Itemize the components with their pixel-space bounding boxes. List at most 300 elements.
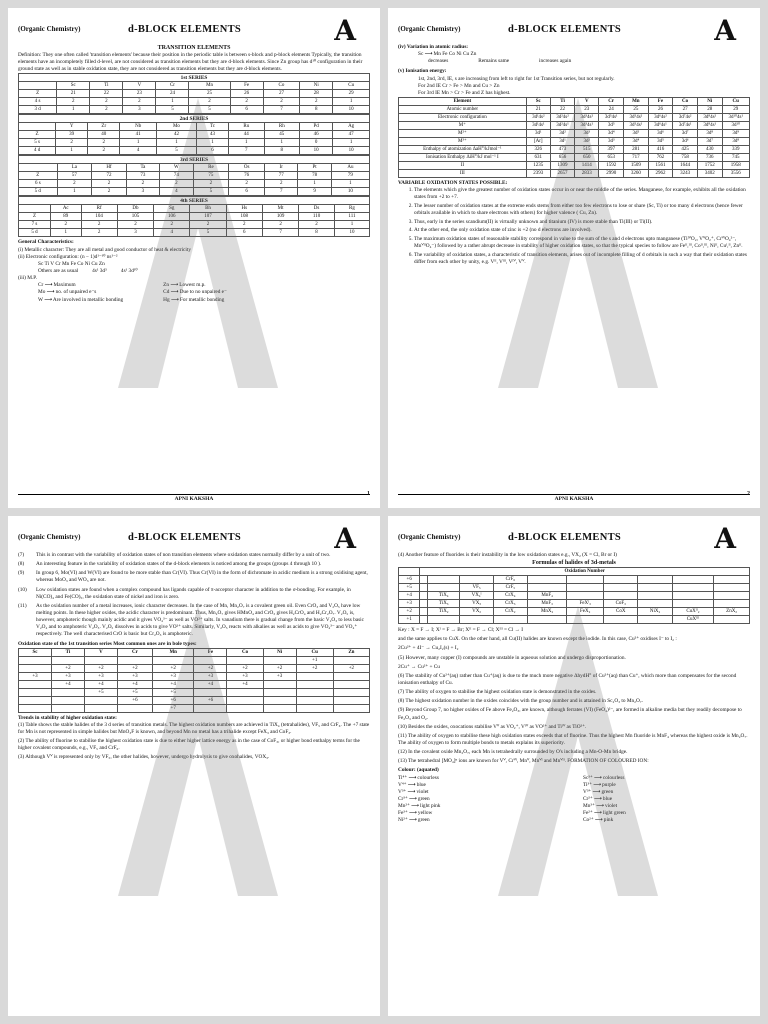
table-cell xyxy=(333,680,369,688)
table-header-cell: Mn xyxy=(624,97,649,105)
table-cell xyxy=(527,576,566,584)
colour-left xyxy=(398,775,565,825)
config-usual: Others are as usual xyxy=(38,267,79,274)
table-cell: 473 xyxy=(550,145,574,153)
colour-item: Ni²⁺ ⟶ green xyxy=(398,817,430,824)
table-cell xyxy=(84,656,117,664)
table-cell: +2 xyxy=(152,664,194,672)
item-number: (8) xyxy=(18,561,25,568)
table-cell: 3d⁵ xyxy=(648,137,673,145)
table-cell: 2 xyxy=(92,188,127,196)
table-cell xyxy=(420,584,428,592)
table-cell: II xyxy=(399,161,527,169)
table-header-cell: Co xyxy=(673,97,698,105)
table-cell: Y xyxy=(56,123,88,131)
item-text: Low oxidation states are found when a complex compound has ligands capable of π-acceptor character in addition to the σ-bonding. For example, in Ni(CO)₄ and Fe(CO)₅, the oxidation state of nickel and iron is zero. xyxy=(36,586,351,600)
table-cell: +3 xyxy=(194,672,227,680)
table-cell: 5 xyxy=(156,106,189,114)
table-cell: 3 xyxy=(126,188,159,196)
table-cell: 1414 xyxy=(575,161,599,169)
series-table xyxy=(18,196,370,237)
table-cell: Ni xyxy=(300,82,333,90)
item-number: (10) xyxy=(18,586,27,593)
table-cell: 1561 xyxy=(648,161,673,169)
table-cell: 3d⁵4s² xyxy=(624,113,649,121)
table-cell: 10 xyxy=(331,188,369,196)
list-item: and the same applies to CuX. On the other hand, all Cu(II) halides are known except the iodide. In this case, Cu²⁺ oxidises I⁻ to I₂ : xyxy=(398,636,677,643)
table-cell: 4 s xyxy=(19,98,57,106)
table-cell xyxy=(263,696,296,704)
table-cell: 2 xyxy=(92,180,127,188)
table-cell: 29 xyxy=(722,105,750,113)
table-cell: 6 xyxy=(196,147,228,155)
item-text: This is in contrast with the variability of oxidation states of non transition elements where oxidation states normally differ by a unit of two. xyxy=(36,552,331,558)
table-cell: 1958 xyxy=(722,161,750,169)
table-cell xyxy=(296,704,333,712)
table-row xyxy=(19,688,370,696)
table-cell: 1 xyxy=(50,229,81,237)
list-item: 3. Thus, early in the series scandium(II) is virtually unknown and titanium (IV) is more stable than Ti(III) or Ti(II). xyxy=(414,219,750,226)
table-cell xyxy=(227,656,263,664)
table-cell: 7 xyxy=(262,229,298,237)
table-cell: 745 xyxy=(722,153,750,161)
table-cell: FeXᴵ₃ xyxy=(567,600,604,608)
table-cell: 2990 xyxy=(599,169,624,177)
definition-text: Definition: They one often called 'transition elements' because their position in the periodic table is between s-block and p-block elements Typically, the transition elements have an incompletely filled d-level, are not considered as transition elements but they are d-block elements. Since Zn group has d¹⁰ configuration in their ground state as well as in stable oxidation state, they are not considered as transition elements but they are d-block elements. xyxy=(18,52,363,73)
table-cell: +6 xyxy=(399,576,420,584)
table-cell: +4 xyxy=(227,680,263,688)
table-row xyxy=(399,608,750,616)
table-cell: 2 xyxy=(57,98,90,106)
table-cell: CuXᴵᴵ₂ xyxy=(672,608,714,616)
table-cell: 3402 xyxy=(697,169,722,177)
table-cell: 2962 xyxy=(648,169,673,177)
table-header-cell: V xyxy=(84,648,117,656)
table-cell xyxy=(19,205,51,213)
table-cell: CrX₂ xyxy=(493,608,527,616)
table-cell xyxy=(263,704,296,712)
table-cell: 3d⁵4s¹ xyxy=(599,113,624,121)
table-cell: 1592 xyxy=(599,161,624,169)
item-text: An interesting feature in the variability of oxidation states of the d-block elements is noticed among the groups (groups 4 through 10 ). xyxy=(36,561,322,568)
table-cell: 3d⁷4s¹ xyxy=(673,121,698,129)
table-row xyxy=(399,576,750,584)
series-title-row xyxy=(19,74,370,82)
table-cell: 28 xyxy=(300,90,333,98)
table-cell xyxy=(567,592,604,600)
table-cell: 3d⁸4s² xyxy=(697,113,722,121)
item-number: (7) xyxy=(18,552,25,558)
table-cell: 21 xyxy=(526,105,550,113)
colour-lists xyxy=(398,775,750,825)
page-title: d-BLOCK ELEMENTS xyxy=(128,23,242,35)
table-cell: 26 xyxy=(230,90,263,98)
table-row xyxy=(399,97,750,105)
table-cell: Z xyxy=(19,213,51,221)
table-cell: 3d⁵ xyxy=(624,129,649,137)
table-cell: Nb xyxy=(120,123,157,131)
series-title: 2nd SERIES xyxy=(19,115,370,123)
table-row xyxy=(399,153,750,161)
table-cell: 2657 xyxy=(550,169,574,177)
table-cell xyxy=(333,696,369,704)
table-cell: La xyxy=(57,164,92,172)
table-cell: 3d⁶ xyxy=(648,129,673,137)
table-cell: 3d⁷ xyxy=(697,137,722,145)
table-cell: 7 xyxy=(229,147,265,155)
table-cell: 3 xyxy=(123,106,156,114)
table-cell xyxy=(638,592,672,600)
table-cell: 3 xyxy=(117,229,153,237)
table-row xyxy=(399,592,750,600)
table-cell: Hf xyxy=(92,164,127,172)
item-text: In group 6, Mo(VI) and W(VI) are found to be more stable than Cr(VI). Thus Cr(VI) in the form of dichromate in acidic medium is a strong oxidising agent, whereas MoO₃ and WO₃ are not. xyxy=(36,570,368,584)
table-row xyxy=(399,113,750,121)
table-cell: +5 xyxy=(152,688,194,696)
oxidation-state-table xyxy=(18,648,370,713)
table-cell: Cr xyxy=(156,82,189,90)
list-item: 1. The elements which give the greatest number of oxidation states occur in or near the middle of the series. Manganese, for example, exhibits all the oxidation states from +2 to +7. xyxy=(414,187,750,201)
metallic-character: (i) Metallic character: They are all metal and good conductor of heat & electricity xyxy=(18,246,192,253)
table-cell xyxy=(333,704,369,712)
table-cell: Ru xyxy=(229,123,265,131)
table-cell xyxy=(51,704,84,712)
ie-line: For 3rd IE Mn > Cr > Fe and Z has highest. xyxy=(418,89,511,96)
table-cell: M⁺ xyxy=(399,121,527,129)
table-cell: 28 xyxy=(697,105,722,113)
table-cell: +3 xyxy=(84,672,117,680)
table-cell: VX₄ᴵ xyxy=(460,592,493,600)
table-cell: 24 xyxy=(599,105,624,113)
config-cu: 4s¹ 3d¹⁰ xyxy=(120,267,138,274)
table-cell: 3d²4s² xyxy=(550,113,574,121)
table-cell xyxy=(399,568,420,576)
table-cell xyxy=(117,704,152,712)
table-cell xyxy=(51,656,84,664)
trend-heading: Trends in stability of higher oxidation state: xyxy=(18,714,117,721)
table-cell: Rh xyxy=(264,123,300,131)
table-cell xyxy=(117,656,152,664)
table-cell xyxy=(672,592,714,600)
table-cell: +2 xyxy=(117,664,152,672)
list-item: (6) The stability of Cu²⁺(aq) rather than Cu⁺(aq) is due to the much more negative ΔhydH° of Cu²⁺(aq) than Cu⁺, which more than compensates for the second ionisation enthalpy of Cu. xyxy=(398,672,737,686)
config-cr: 4s¹ 3d⁵ xyxy=(92,267,107,274)
table-row xyxy=(19,221,370,229)
list-item: 6. The variability of oxidation states, a characteristic of transition elements, arises out of incomplete filling of d orbitals in such a way that their oxidation states differ from each other by unity, e.g. Vᴵᴵ, Vᴵᴵᴵ, Vᴵⱽ, Vⱽ. xyxy=(414,252,750,266)
table-cell xyxy=(227,688,263,696)
table-cell: Rg xyxy=(334,205,369,213)
table-cell xyxy=(19,696,52,704)
electronic-config: (ii) Electronic configuration: (n − 1)d¹⁻¹⁰ ns¹⁻² xyxy=(18,253,118,260)
table-cell: Ac xyxy=(50,205,81,213)
table-cell: 650 xyxy=(575,153,599,161)
table-cell: +2 xyxy=(263,664,296,672)
table-cell: 3d²4s¹ xyxy=(550,121,574,129)
subject-label: (Organic Chemistry) xyxy=(18,25,81,33)
table-cell: 3d³4s² xyxy=(575,113,599,121)
table-cell: [Ar] xyxy=(526,137,550,145)
table-cell: CuXᴵᴵᴵ xyxy=(672,616,714,624)
table-header-cell: Cr xyxy=(599,97,624,105)
table-cell: 3d¹ xyxy=(526,129,550,137)
table-cell: 1752 xyxy=(697,161,722,169)
table-cell: +2 xyxy=(296,664,333,672)
subject-label: (Organic Chemistry) xyxy=(398,533,461,541)
list-item: (9) Beyond Group 7, no higher oxides of Fe above Fe₂O₃, are known, although ferrates (VI) (FeO₄)²⁻, are formed in alkaline media but they readily decompose to Fe₂O₃ and O₂. xyxy=(398,707,742,721)
table-cell: 40 xyxy=(88,131,120,139)
table-cell: Ir xyxy=(265,164,298,172)
table-cell: Mn xyxy=(189,82,230,90)
table-cell: 2 xyxy=(300,98,333,106)
table-cell: +5 xyxy=(84,688,117,696)
table-cell: ZnX₂ xyxy=(714,608,750,616)
item-number: (9) xyxy=(18,570,25,577)
colour-item: Co²⁺ ⟶ pink xyxy=(583,817,614,824)
table-cell: 3d⁵ xyxy=(599,121,624,129)
colour-item: Cr³⁺ ⟶ green xyxy=(398,795,430,802)
table-cell: 3d³4s¹ xyxy=(575,121,599,129)
table-cell xyxy=(333,656,369,664)
table-cell: 3d¹4s² xyxy=(526,113,550,121)
table-cell: Z xyxy=(19,131,56,139)
table-row xyxy=(19,98,370,106)
table-cell: 6 xyxy=(229,188,265,196)
table-row xyxy=(399,568,750,576)
intro-text: (4) Another feature of fluorides is their instability in the low oxidation states e.g., VX₂ (X = Cl, Br or I) xyxy=(398,552,617,558)
table-cell: 23 xyxy=(123,90,156,98)
table-row xyxy=(399,145,750,153)
page-title: d-BLOCK ELEMENTS xyxy=(508,531,622,543)
table-cell: III xyxy=(399,169,527,177)
table-header-cell: Sc xyxy=(526,97,550,105)
table-cell xyxy=(493,616,527,624)
colour-item: V³⁺ ⟶ green xyxy=(583,788,614,795)
table-cell: 10 xyxy=(333,147,370,155)
table-cell: 3d⁴ xyxy=(599,129,624,137)
table-row xyxy=(19,229,370,237)
table-cell: 106 xyxy=(154,213,190,221)
colour-item: Ti³⁺ ⟶ purple xyxy=(583,781,616,788)
list-item: (5) However, many copper (I) compounds are unstable in aqueous solution and undergo disproportionation. xyxy=(398,654,626,661)
table-row xyxy=(19,90,370,98)
colour-item: Mn³⁺ ⟶ violet xyxy=(583,803,618,810)
table-cell xyxy=(296,680,333,688)
table-cell: Mt xyxy=(262,205,298,213)
table-cell: 1 xyxy=(333,98,370,106)
table-cell: 1 xyxy=(196,139,228,147)
table-cell: 3d⁸4s¹ xyxy=(697,121,722,129)
table-cell: 1235 xyxy=(526,161,550,169)
table-cell xyxy=(19,688,52,696)
table-cell: 27 xyxy=(263,90,300,98)
table-cell: +5 xyxy=(117,688,152,696)
page-1 xyxy=(8,8,380,508)
table-cell: +5 xyxy=(399,584,420,592)
table-cell: Sg xyxy=(154,205,190,213)
table-cell: Au xyxy=(331,164,369,172)
table-cell xyxy=(84,704,117,712)
table-cell: 107 xyxy=(190,213,226,221)
table-cell: +3 xyxy=(51,672,84,680)
table-cell: 416 xyxy=(648,145,673,153)
table-row xyxy=(19,123,370,131)
table-cell: 2 xyxy=(57,180,92,188)
table-row xyxy=(19,213,370,221)
table-cell: 3d⁸ xyxy=(722,137,750,145)
table-cell xyxy=(19,680,52,688)
table-cell xyxy=(420,600,428,608)
table-header-cell: Cr xyxy=(117,648,152,656)
table-cell: 1 xyxy=(56,147,88,155)
vos-heading: VARIABLE OXIDATION STATES POSSIBLE: xyxy=(398,179,508,186)
table-cell: 2 xyxy=(56,139,88,147)
list-item: 5. The maximum oxidation states of reasonable stability correspond in value to the sum of the s and d electrons upto manganese (TiᴵⱽO₂, VⱽO₂⁺, CrⱽᴵO₄²⁻, MnⱽᴵᴵO₄⁻) followed by a rather abrupt decrease in stability of higher oxidation states, so that the typical species to follow are Feᴵᴵ,ᴵᴵᴵ, Coᴵᴵ,ᴵᴵᴵ, Niᴵᴵ, Cuᴵ,ᴵᴵ, Znᴵᴵ. xyxy=(414,236,750,250)
table-cell: 5 d xyxy=(19,229,51,237)
table-cell xyxy=(194,688,227,696)
table-cell: +3 xyxy=(263,672,296,680)
table-cell: +4 xyxy=(51,680,84,688)
table-cell xyxy=(527,584,566,592)
table-cell: 6 xyxy=(226,229,262,237)
table-cell xyxy=(604,584,638,592)
table-cell: 3d⁶4s² xyxy=(648,113,673,121)
table-cell: 7 xyxy=(265,188,298,196)
table-cell xyxy=(567,616,604,624)
table-cell xyxy=(194,656,227,664)
table-cell xyxy=(263,656,296,664)
table-cell xyxy=(152,656,194,664)
table-cell xyxy=(296,696,333,704)
table-cell: 2 xyxy=(90,98,123,106)
table-cell: 762 xyxy=(648,153,673,161)
mp-heading: (iii) M.P. xyxy=(18,275,37,282)
table-cell xyxy=(567,584,604,592)
series-title-row xyxy=(19,156,370,164)
table-cell: 1309 xyxy=(550,161,574,169)
table-cell: 1509 xyxy=(624,161,649,169)
table-cell: 758 xyxy=(673,153,698,161)
mp-right: Zn ⟶ Lowest m.p. Cd ⟶ Due to no unpaired e⁻ Hg ⟶ For metallic bonding xyxy=(163,282,227,303)
table-cell: 2 xyxy=(160,180,193,188)
logo-icon: A xyxy=(334,522,356,555)
table-cell: 3260 xyxy=(624,169,649,177)
page-4 xyxy=(388,516,760,1016)
table-cell: 1 xyxy=(57,106,90,114)
table-cell: 4 xyxy=(160,188,193,196)
table-cell: M³⁺ xyxy=(399,137,527,145)
table-cell xyxy=(638,584,672,592)
subject-label: (Organic Chemistry) xyxy=(18,533,81,541)
colour-right xyxy=(583,775,750,825)
table-cell: Pt xyxy=(298,164,331,172)
page-3 xyxy=(8,516,380,1016)
table-cell xyxy=(19,82,57,90)
table-cell: 3d⁷ xyxy=(673,129,698,137)
table-cell: +4 xyxy=(84,680,117,688)
table-cell: 10 xyxy=(334,229,369,237)
table-row xyxy=(399,137,750,145)
list-item: 2Cu²⁺ + 4I⁻ → Cu₂I₂(s) + I₂ xyxy=(398,645,459,652)
list-item: 2. The lesser number of oxidation states at the extreme ends stems from either too few electrons to lose or share (Sc, Ti) or too many d electrons (hence fewer orbitals available in which to share electrons with others) for higher valence ( Cu, Zn). xyxy=(414,203,750,217)
table-cell: 29 xyxy=(333,90,370,98)
table-cell: 4 xyxy=(120,147,157,155)
radius-label: increases again xyxy=(539,58,572,65)
table-cell: FeX₂ xyxy=(567,608,604,616)
numbered-points xyxy=(18,552,370,639)
table-cell: +2 xyxy=(227,664,263,672)
table-cell: VX₃ xyxy=(460,600,493,608)
item-text: As the oxidation number of a metal increases, ionic character decreases. In the case of Mn, Mn₂O₇ is a covalent green oil. Even CrO₃ and V₂O₅ have low melting points. In these higher oxides, the acidic character is predominant. Thus, Mn₂O₇ gives HMnO₄ and CrO₃ gives H₂CrO₄ and H₂Cr₂O₇. V₂O₅ is, however, amphoteric though mainly acidic and it gives VO₄³⁻ as well as VO²⁺ salts. In vanadium there is gradual change from the basic V₂O₃ to less basic V₂O₄ and to amphoteric V₂O₅. V₂O₅ dissolves in acids to give VO²⁺ salts. Similarly, V₂O₅ reacts with alkalies as well as acids to give VO₄³⁻ and VO₄⁺ respectively. The well characterised CrO is basic but Cr₂O₃ is amphoteric. xyxy=(36,602,365,638)
table-cell: +4 xyxy=(117,680,152,688)
table-cell xyxy=(420,576,428,584)
mp-left: Cr ⟶ Maximum Mo ⟶ no. of unpaired e⁻s W ⟶ Are involved in metallic bonding xyxy=(38,282,124,303)
section-heading: TRANSITION ELEMENTS xyxy=(157,45,231,51)
table-cell: 3d⁴ xyxy=(624,137,649,145)
table-cell xyxy=(604,576,638,584)
table-cell: 75 xyxy=(193,172,229,180)
table-cell: +2 xyxy=(399,608,420,616)
table-row xyxy=(19,664,370,672)
table-cell xyxy=(227,696,263,704)
table-cell xyxy=(672,584,714,592)
table-cell: 3d⁸ xyxy=(697,129,722,137)
table-cell xyxy=(714,576,750,584)
table-cell: 21 xyxy=(57,90,90,98)
table-cell: 5 xyxy=(193,188,229,196)
table-cell: +2 xyxy=(84,664,117,672)
table-header-cell: Sc xyxy=(19,648,52,656)
table-cell xyxy=(19,123,56,131)
table-cell: +3 xyxy=(19,672,52,680)
page-title: d-BLOCK ELEMENTS xyxy=(508,23,622,35)
table-cell: 3d² xyxy=(550,129,574,137)
table-cell: 2 xyxy=(189,98,230,106)
table-cell: 515 xyxy=(575,145,599,153)
table-cell: 78 xyxy=(298,172,331,180)
table-cell xyxy=(460,576,493,584)
table-header-cell: Ni xyxy=(263,648,296,656)
table-cell: Pd xyxy=(300,123,333,131)
list-item: (1) Table shows the stable halides of the 3 d series of transition metals. The highest oxidation numbers are achieved in TiX₄ (tetrahalides), VF₅ and CrF₆. The +7 state for Mn is not represented in simple halides but MnO₃F is known, and beyond Mn no metal has a trihalide except FeX₃ and CoF₃. xyxy=(18,721,370,735)
table-cell: 2 xyxy=(81,221,117,229)
table-cell: MnF₃ xyxy=(527,600,566,608)
table-cell xyxy=(19,704,52,712)
table-cell: 25 xyxy=(624,105,649,113)
table-cell: 8 xyxy=(300,106,333,114)
table-row xyxy=(399,161,750,169)
radius-heading: (iv) Variation in atomic radius: xyxy=(398,44,469,50)
table-cell: 3d¹⁰ xyxy=(722,121,750,129)
table-cell: CrX₄ xyxy=(493,592,527,600)
table-cell xyxy=(527,616,566,624)
table-row xyxy=(19,648,370,656)
table-cell: +3 xyxy=(399,600,420,608)
table-cell: +6 xyxy=(117,696,152,704)
table-cell: 3d³ xyxy=(599,137,624,145)
table-header-cell: Cu xyxy=(722,97,750,105)
list-item: 4. At the other end, the only oxidation state of zinc is +2 (no d electrons are involved). xyxy=(414,227,750,234)
table-row xyxy=(399,169,750,177)
table-cell: 2 xyxy=(262,221,298,229)
table-cell: 1 xyxy=(57,188,92,196)
page-title: d-BLOCK ELEMENTS xyxy=(128,531,242,543)
table-header-cell: Oxidation Number xyxy=(420,568,750,576)
colour-heading: Colour: (aquated) xyxy=(398,767,439,774)
table-cell: TiX₄ xyxy=(428,592,460,600)
table-cell xyxy=(638,616,672,624)
table-cell: 1 xyxy=(156,139,196,147)
table-cell: CrF₆ xyxy=(493,576,527,584)
